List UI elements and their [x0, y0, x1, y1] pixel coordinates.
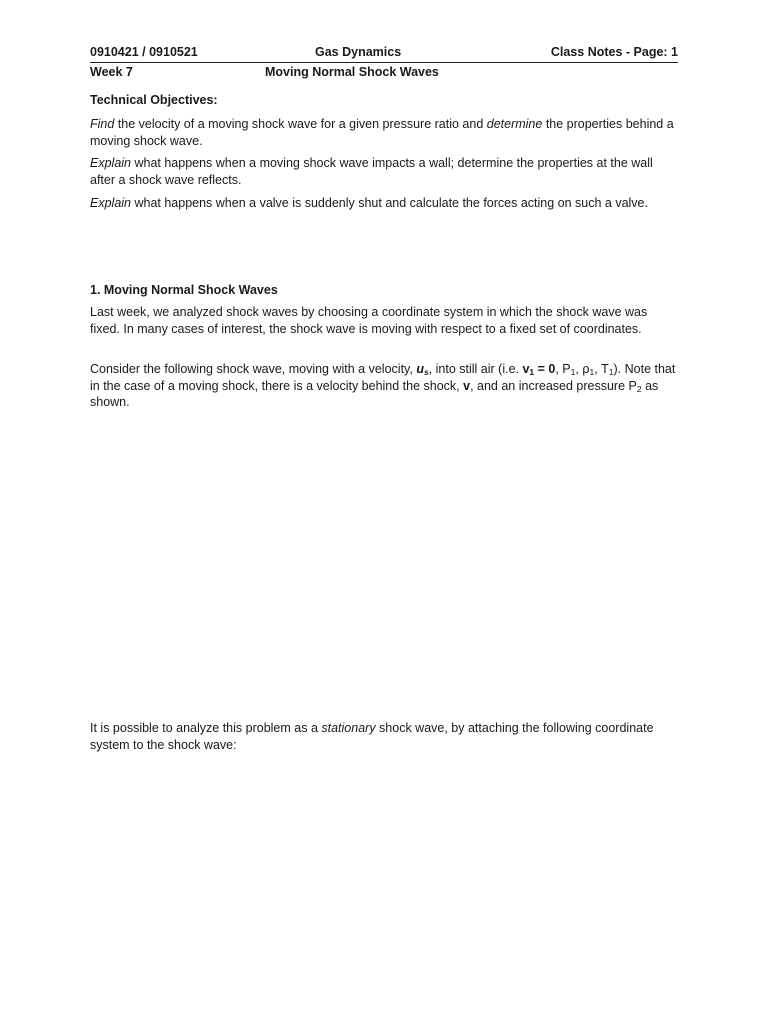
section-1-paragraph-3 [90, 720, 680, 753]
p2-text-b: , into still air (i.e. [428, 362, 523, 376]
section-1-paragraph-1 [90, 304, 680, 337]
header-row-1 [90, 44, 678, 63]
objectives-heading: Technical Objectives: [90, 93, 218, 107]
section-1-heading: 1. Moving Normal Shock Waves [90, 283, 278, 297]
p2-text-a: Consider the following shock wave, moving with a velocity, [90, 362, 417, 376]
p3-stationary: stationary [321, 721, 376, 735]
objective-3-verb: Explain [90, 196, 131, 210]
objective-1-verb-find: Find [90, 117, 115, 131]
course-number: 0910421 / 0910521 [90, 45, 198, 59]
course-title: Gas Dynamics [315, 45, 402, 59]
paragraph-fixed-shock: Last week, we analyzed shock waves by choosing a coordinate system in which the shock wave was fixed. In many cases of interest, the shock wave is moving with respect to a fixed set of coordinates. [90, 305, 648, 336]
page-label: Class Notes - Page: 1 [550, 45, 678, 59]
objective-3 [90, 195, 680, 212]
p3-text-a: It is possible to analyze this problem as a [90, 721, 322, 735]
p3-text-c: shock wave, by attaching the following coordinate system to the shock wave: [90, 721, 654, 752]
rho1-symbol: , $\rho_1$ [575, 362, 595, 377]
header-row-2 [90, 64, 678, 80]
section-1-paragraph-2 [90, 361, 680, 411]
p2-symbol: , and an increased pressure $P_2$ [470, 378, 642, 394]
p2-text-f: ). Note that in the case of a moving shock, there is a velocity behind the shock, [90, 362, 676, 393]
objective-1-text-b: the properties behind a moving shock wave. [90, 117, 674, 148]
objective-2-text: what happens when a moving shock wave impacts a wall; determine the properties at the wall after a shock wave reflects. [90, 156, 653, 187]
v-symbol: v [463, 378, 471, 393]
objective-1 [90, 116, 680, 149]
objectives-section [90, 92, 680, 109]
objective-2 [90, 155, 680, 188]
shock-velocity-symbol: $u_s$ [416, 362, 429, 377]
p1-symbol: , $P_1$ [555, 362, 576, 377]
objective-1-text-a: the velocity of a moving shock wave for a given pressure ratio and [114, 117, 487, 131]
objective-3-text: what happens when a valve is suddenly shut and calculate the forces acting on such a valve. [131, 196, 648, 210]
week-label: Week 7 [90, 65, 133, 79]
section-1-heading-block [90, 282, 680, 299]
objective-1-verb-determine: determine [486, 117, 543, 131]
objective-2-verb: Explain [90, 156, 131, 170]
topic-title: Moving Normal Shock Waves [265, 65, 439, 79]
p2-text-h: as shown. [90, 378, 659, 410]
v1-symbol: $v_1 = 0$ [522, 362, 556, 377]
t1-symbol: , $T_1$ [594, 362, 614, 377]
